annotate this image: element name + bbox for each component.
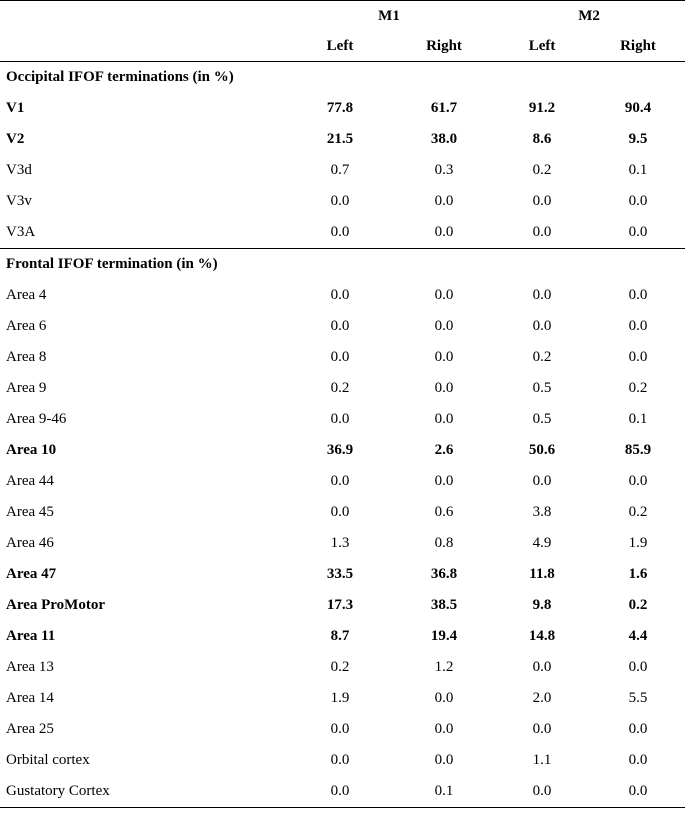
header-m2-right: Right bbox=[591, 31, 685, 62]
m2-left-value: 11.8 bbox=[529, 566, 555, 582]
m1-right-value: 0.0 bbox=[434, 287, 454, 303]
m1-left-value: 0.0 bbox=[330, 752, 350, 768]
m2-right-value: 1.9 bbox=[628, 535, 648, 551]
table-row bbox=[0, 683, 685, 714]
m2-left-value: 1.1 bbox=[532, 752, 552, 768]
m1-left-value: 0.0 bbox=[285, 776, 395, 808]
m1-left-value: 0.0 bbox=[330, 411, 350, 427]
m2-left-value: 0.0 bbox=[532, 318, 552, 334]
m2-left-value: 0.2 bbox=[532, 162, 552, 178]
m2-right-value: 0.2 bbox=[628, 380, 648, 396]
table-row bbox=[0, 280, 685, 311]
m1-right-value: 0.8 bbox=[434, 535, 454, 551]
m2-left-value: 8.6 bbox=[532, 131, 552, 147]
section-header-row bbox=[0, 62, 685, 94]
row-label: Gustatory Cortex bbox=[0, 776, 285, 808]
section-title: Occipital IFOF terminations (in %) bbox=[6, 69, 234, 85]
m2-left-value: 0.0 bbox=[532, 721, 552, 737]
m2-left-value: 0.0 bbox=[532, 193, 552, 209]
m2-right-value: 5.5 bbox=[628, 690, 648, 706]
m1-right-value: 19.4 bbox=[430, 628, 458, 644]
m2-right-value: 0.1 bbox=[628, 411, 648, 427]
m1-left-value: 0.0 bbox=[330, 473, 350, 489]
header-group-m2: M2 bbox=[493, 1, 685, 32]
m2-right-value: 0.1 bbox=[628, 162, 648, 178]
table-row bbox=[0, 186, 685, 217]
row-label: Area 13 bbox=[6, 659, 54, 675]
row-label: V2 bbox=[6, 131, 25, 147]
row-label: Area 11 bbox=[6, 628, 56, 644]
header-m1-left: Left bbox=[285, 31, 395, 62]
m1-right-value: 0.0 bbox=[434, 318, 454, 334]
table-row bbox=[0, 528, 685, 559]
m1-right-value: 0.3 bbox=[434, 162, 454, 178]
m1-right-value: 0.0 bbox=[434, 224, 454, 240]
row-label: Area 10 bbox=[6, 442, 57, 458]
m2-right-value: 0.0 bbox=[591, 776, 685, 808]
m2-left-value: 0.0 bbox=[493, 776, 591, 808]
row-label: Area 25 bbox=[6, 721, 54, 737]
row-label: Area 9-46 bbox=[6, 411, 67, 427]
header-corner-cell bbox=[0, 31, 285, 62]
m1-right-value: 38.0 bbox=[430, 131, 458, 147]
row-label: Orbital cortex bbox=[6, 752, 90, 768]
row-label: V1 bbox=[6, 100, 25, 116]
table-row bbox=[0, 217, 685, 249]
table-row bbox=[0, 652, 685, 683]
m1-left-value: 8.7 bbox=[330, 628, 350, 644]
table-row bbox=[0, 155, 685, 186]
m1-left-value: 0.0 bbox=[330, 318, 350, 334]
row-label: Area 9 bbox=[6, 380, 47, 396]
header-m1-right: Right bbox=[395, 31, 493, 62]
m1-right-value: 1.2 bbox=[434, 659, 454, 675]
m2-right-value: 0.0 bbox=[628, 193, 648, 209]
row-label: Area 46 bbox=[6, 535, 54, 551]
section-title: Frontal IFOF termination (in %) bbox=[0, 249, 685, 281]
row-label: V3d bbox=[6, 162, 32, 178]
row-label: Area 44 bbox=[6, 473, 54, 489]
table-row bbox=[0, 124, 685, 155]
header-row-sides bbox=[0, 31, 685, 62]
table-header bbox=[0, 1, 685, 62]
row-label: V3A bbox=[6, 224, 36, 240]
m1-left-value: 17.3 bbox=[326, 597, 354, 613]
m1-right-value: 0.0 bbox=[434, 473, 454, 489]
m1-left-value: 77.8 bbox=[326, 100, 354, 116]
row-label: Area 8 bbox=[6, 349, 47, 365]
table-row bbox=[0, 590, 685, 621]
m2-left-value: 0.0 bbox=[532, 659, 552, 675]
m1-right-value: 0.0 bbox=[434, 721, 454, 737]
m2-right-value: 0.0 bbox=[628, 473, 648, 489]
m2-left-value: 0.0 bbox=[532, 224, 552, 240]
m1-left-value: 0.0 bbox=[330, 721, 350, 737]
m1-right-value: 0.6 bbox=[434, 504, 454, 520]
m1-left-value: 0.0 bbox=[330, 349, 350, 365]
m1-right-value: 61.7 bbox=[430, 100, 458, 116]
table-row bbox=[0, 714, 685, 745]
m1-left-value: 0.0 bbox=[330, 287, 350, 303]
m1-right-value: 0.0 bbox=[434, 193, 454, 209]
m2-right-value: 0.0 bbox=[628, 659, 648, 675]
m2-right-value: 9.5 bbox=[628, 131, 648, 147]
m1-left-value: 0.2 bbox=[330, 659, 350, 675]
m2-right-value: 4.4 bbox=[628, 628, 648, 644]
table-row bbox=[0, 466, 685, 497]
m2-left-value: 2.0 bbox=[532, 690, 552, 706]
m1-left-value: 1.3 bbox=[330, 535, 350, 551]
m1-right-value: 0.0 bbox=[434, 752, 454, 768]
header-row-groups bbox=[0, 1, 685, 32]
m2-left-value: 14.8 bbox=[528, 628, 556, 644]
m2-left-value: 91.2 bbox=[528, 100, 556, 116]
m2-left-value: 0.5 bbox=[532, 411, 552, 427]
m2-right-value: 0.0 bbox=[628, 287, 648, 303]
header-corner-cell bbox=[0, 1, 285, 32]
row-label: Area 6 bbox=[6, 318, 47, 334]
m1-left-value: 0.0 bbox=[330, 504, 350, 520]
m2-right-value: 90.4 bbox=[624, 100, 652, 116]
m2-right-value: 0.0 bbox=[628, 349, 648, 365]
m1-right-value: 2.6 bbox=[434, 442, 454, 458]
table-row bbox=[0, 342, 685, 373]
m1-left-value: 0.0 bbox=[330, 193, 350, 209]
m1-right-value: 0.1 bbox=[395, 776, 493, 808]
m1-left-value: 0.2 bbox=[330, 380, 350, 396]
m1-right-value: 36.8 bbox=[430, 566, 458, 582]
m2-right-value: 0.0 bbox=[628, 721, 648, 737]
m1-right-value: 0.0 bbox=[434, 349, 454, 365]
m2-left-value: 9.8 bbox=[532, 597, 552, 613]
m1-right-value: 0.0 bbox=[434, 411, 454, 427]
row-label: Area 4 bbox=[6, 287, 47, 303]
m1-right-value: 0.0 bbox=[434, 690, 454, 706]
m2-right-value: 0.2 bbox=[628, 504, 648, 520]
row-label: Area 47 bbox=[6, 566, 57, 582]
m2-right-value: 85.9 bbox=[624, 442, 652, 458]
table-row bbox=[0, 497, 685, 528]
table-row bbox=[0, 559, 685, 590]
m2-left-value: 50.6 bbox=[528, 442, 556, 458]
m1-left-value: 1.9 bbox=[330, 690, 350, 706]
header-m2-left: Left bbox=[493, 31, 591, 62]
m1-left-value: 0.7 bbox=[330, 162, 350, 178]
table-row bbox=[0, 404, 685, 435]
m2-left-value: 0.0 bbox=[532, 287, 552, 303]
m2-left-value: 0.0 bbox=[532, 473, 552, 489]
table-row bbox=[0, 311, 685, 342]
table-row bbox=[0, 776, 685, 808]
table-row bbox=[0, 93, 685, 124]
m1-left-value: 33.5 bbox=[326, 566, 354, 582]
m2-left-value: 0.5 bbox=[532, 380, 552, 396]
row-label: Area ProMotor bbox=[6, 597, 105, 613]
m2-right-value: 0.0 bbox=[628, 318, 648, 334]
table-row bbox=[0, 373, 685, 404]
table-row bbox=[0, 435, 685, 466]
table-body bbox=[0, 62, 685, 808]
m1-right-value: 38.5 bbox=[430, 597, 458, 613]
m2-right-value: 0.0 bbox=[628, 224, 648, 240]
m1-left-value: 0.0 bbox=[330, 224, 350, 240]
m2-left-value: 4.9 bbox=[532, 535, 552, 551]
m1-right-value: 0.0 bbox=[434, 380, 454, 396]
header-group-m1: M1 bbox=[285, 1, 493, 32]
table-row bbox=[0, 745, 685, 776]
m2-right-value: 1.6 bbox=[628, 566, 648, 582]
m1-left-value: 36.9 bbox=[326, 442, 354, 458]
m2-left-value: 3.8 bbox=[532, 504, 552, 520]
row-label: Area 45 bbox=[6, 504, 54, 520]
section-header-row bbox=[0, 249, 685, 281]
m1-left-value: 21.5 bbox=[326, 131, 354, 147]
m2-left-value: 0.2 bbox=[532, 349, 552, 365]
row-label: Area 14 bbox=[6, 690, 54, 706]
m2-right-value: 0.0 bbox=[628, 752, 648, 768]
row-label: V3v bbox=[6, 193, 32, 209]
table-row bbox=[0, 621, 685, 652]
m2-right-value: 0.2 bbox=[628, 597, 648, 613]
